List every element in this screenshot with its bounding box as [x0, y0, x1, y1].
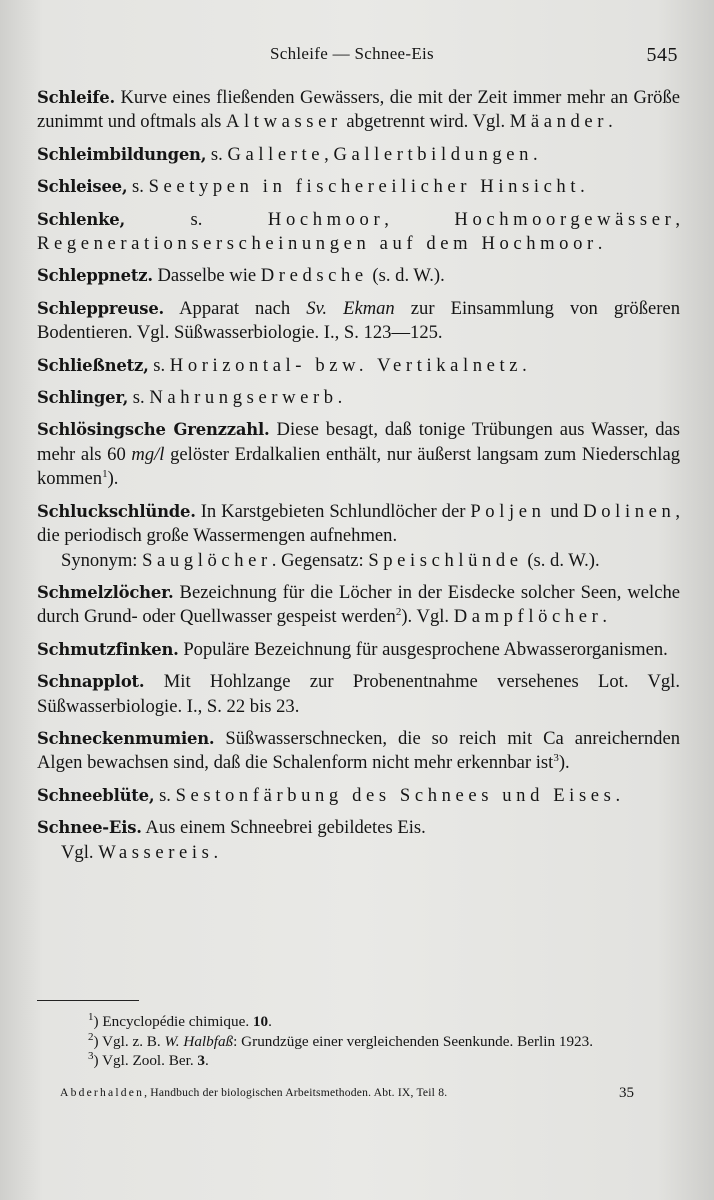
cross-reference: Dampflöcher: [453, 606, 603, 628]
page-number: 545: [646, 44, 678, 66]
cross-reference: Sestonfärbung des Schnees und Eises: [175, 784, 616, 806]
entry-headword: Schließnetz,: [37, 355, 149, 375]
entry-schmutzfinken: Schmutzfinken. Populäre Bezeichnung für ausgesprochene Abwasserorganismen.: [37, 638, 668, 660]
entry-schloesingsche-grenzzahl: Schlösingsche Grenzzahl. Diese besagt, daß tonige Trübungen aus Wasser, das mehr als 60 mg/l gelöster Erdalkalien enthält, nur äußerst langsam zum Niederschlag kommen$^1$).: [37, 419, 680, 490]
entry-headword: Schleppnetz.: [37, 266, 153, 286]
page-header: [0, 44, 714, 70]
cross-reference: Gallertbildungen: [333, 143, 534, 165]
footnote-2: $^2$) Vgl. z. B. W. Halbfaß: Grundzüge einer vergleichenden Seenkunde. Berlin 1923.: [88, 1030, 594, 1050]
entry-headword: Schleisee,: [37, 177, 128, 197]
cross-reference: Dredsche: [260, 265, 368, 287]
cross-reference: Hochmoor: [267, 208, 385, 230]
footnote-ref[interactable]: 2: [395, 606, 402, 619]
entry-headword: Schleimbildungen,: [37, 144, 207, 164]
running-head: Schleife — Schnee-Eis: [270, 44, 434, 63]
signature-mark: 35: [619, 1085, 634, 1101]
entry-schnee-eis: Schnee-Eis. Aus einem Schneebrei gebildetes Eis.: [37, 817, 426, 839]
cross-reference: Altwasser: [226, 111, 342, 133]
cross-reference: Dolinen: [583, 500, 676, 522]
entry-schluckschluende: Schluckschlünde. In Karstgebieten Schlundlöcher der Poljen und Dolinen, die periodisch große Wassermengen aufnehmen.: [37, 500, 681, 547]
entry-synonym-line: Synonym: Sauglöcher. Gegensatz: Speischlünde (s. d. W.).: [61, 549, 600, 571]
footnote-ref[interactable]: 1: [102, 468, 108, 481]
entry-headword: Schneeblüte,: [37, 785, 155, 805]
entry-schneckenmumien: Schneckenmumien. Süßwasserschnecken, die so reich mit Ca anreichernden Algen bewachsen sind, daß die Schalenform nicht mehr erkennbar ist$^3$).: [37, 727, 680, 774]
entry-headword: Schlösingsche Grenzzahl.: [37, 420, 270, 440]
cross-reference: Wassereis: [98, 841, 214, 863]
entry-schleimbildungen: Schleimbildungen, s. Gallerte, Gallertbildungen.: [37, 143, 538, 165]
imprint-line: [60, 1086, 634, 1099]
entry-headword: Schnee-Eis.: [37, 818, 142, 838]
entry-schliessnetz: Schließnetz, s. Horizontal- bzw. Vertikalnetz.: [37, 354, 527, 376]
cross-reference: Sauglöcher: [142, 549, 272, 571]
cross-reference: Gallerte: [227, 143, 325, 165]
entry-schmelzloecher: Schmelzlöcher. Bezeichnung für die Löcher in der Eisdecke solcher Seen, welche durch Grund- oder Quellwasser gespeist werden$^2$). Vgl. Dampflöcher.: [37, 581, 680, 628]
entry-schlinger: Schlinger, s. Nahrungserwerb.: [37, 387, 343, 409]
entry-schleisee: Schleisee, s. Seetypen in fischereilicher Hinsicht.: [37, 176, 585, 198]
entry-schnapplot: Schnapplot. Mit Hohlzange zur Probenentnahme versehenes Lot. Vgl. Süßwasserbiologie. I., S. 22 bis 23.: [37, 671, 680, 717]
footnote-1: $^1$) Encyclopédie chimique. 10.: [88, 1010, 272, 1030]
cross-reference: Nahrungserwerb: [149, 387, 338, 409]
footnote-divider: [37, 1000, 139, 1001]
footnotes: [37, 1012, 680, 1071]
cross-reference: Speischlünde: [368, 549, 523, 571]
cross-reference: Poljen: [470, 500, 546, 522]
entry-schlenke: Schlenke, s. Hochmoor, Hochmoorgewässer, Regenerationserscheinungen auf dem Hochmoor.: [37, 208, 681, 255]
footnote-ref[interactable]: 3: [553, 752, 559, 765]
entry-schleife: Schleife. Kurve eines fließenden Gewässers, die mit der Zeit immer mehr an Größe zunimmt und oftmals als Altwasser abgetrennt wird. Vgl. Mäander.: [37, 87, 680, 133]
entry-headword: Schlenke,: [37, 209, 125, 229]
entry-headword: Schnapplot.: [37, 672, 145, 692]
cross-reference: Regenerationserscheinungen auf dem Hochmoor: [37, 233, 598, 255]
entry-schneebluete: Schneeblüte, s. Sestonfärbung des Schnees und Eises.: [37, 784, 621, 806]
entry-schleppnetz: Schleppnetz. Dasselbe wie Dredsche (s. d. W.).: [37, 265, 445, 287]
entry-see-also-line: Vgl. Wassereis.: [61, 841, 219, 863]
imprint-title: , Handbuch der biologischen Arbeitsmethoden. Abt. IX, Teil 8.: [144, 1086, 448, 1099]
cross-reference: Horizontal- bzw. Vertikalnetz: [169, 354, 523, 376]
entry-schleppreuse: Schleppreuse. Apparat nach Sv. Ekman zur Einsammlung von größeren Bodentieren. Vgl. Süßwasserbiologie. I., S. 123—125.: [37, 297, 680, 344]
entry-headword: Schmelzlöcher.: [37, 582, 174, 602]
unit: mg/l: [131, 443, 165, 465]
entry-headword: Schmutzfinken.: [37, 639, 179, 659]
entry-headword: Schleife.: [37, 88, 116, 107]
cross-reference: Mäander: [509, 111, 609, 133]
footnote-3: $^3$) Vgl. Zool. Ber. 3.: [88, 1050, 209, 1070]
entry-headword: Schluckschlünde.: [37, 501, 196, 521]
cross-reference: Seetypen in fischereilicher Hinsicht: [148, 176, 581, 198]
entry-headword: Schlinger,: [37, 388, 129, 408]
imprint-author: Abderhalden: [60, 1086, 145, 1099]
cross-reference: Hochmoorgewässer: [454, 208, 676, 230]
entry-headword: Schneckenmumien.: [37, 728, 215, 748]
dictionary-body: [37, 86, 680, 873]
author-name: Sv. Ekman: [306, 297, 395, 319]
entry-headword: Schleppreuse.: [37, 298, 165, 318]
